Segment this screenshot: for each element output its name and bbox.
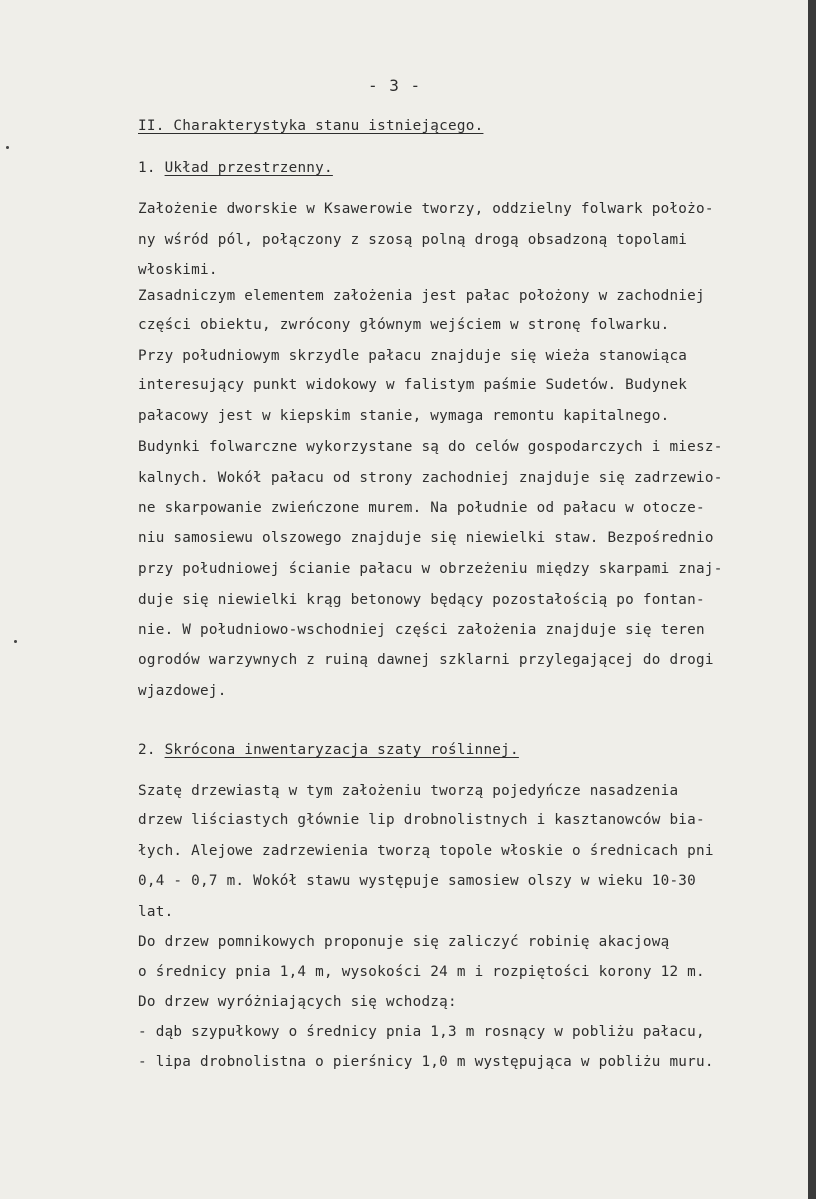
paragraph-2-line: Szatę drzewiastą w tym założeniu tworzą pojedyńcze nasadzenia: [138, 783, 679, 799]
margin-speck: [14, 640, 17, 643]
paragraph-1-line: części obiektu, zwrócony głównym wejściem w stronę folwarku.: [138, 317, 670, 333]
subsection-2-number: 2.: [138, 742, 156, 758]
paragraph-1-line: włoskimi.: [138, 262, 218, 278]
paragraph-1-line: duje się niewielki krąg betonowy będący pozostałością po fontan-: [138, 592, 705, 608]
paragraph-2-line: - lipa drobnolistna o pierśnicy 1,0 m występująca w pobliżu muru.: [138, 1054, 714, 1070]
subsection-2-title: Skrócona inwentaryzacja szaty roślinnej.: [164, 742, 519, 758]
paragraph-1-line: kalnych. Wokół pałacu od strony zachodniej znajduje się zadrzewio-: [138, 470, 723, 486]
paragraph-1-line: przy południowej ścianie pałacu w obrzeżeniu między skarpami znaj-: [138, 561, 723, 577]
paragraph-1-line: interesujący punkt widokowy w falistym paśmie Sudetów. Budynek: [138, 377, 688, 393]
paragraph-1-line: ogrodów warzywnych z ruiną dawnej szklarni przylegającej do drogi: [138, 652, 714, 668]
paragraph-2-line: Do drzew wyróżniających się wchodzą:: [138, 994, 457, 1010]
section-title: [138, 118, 483, 134]
paragraph-2-line: łych. Alejowe zadrzewienia tworzą topole włoskie o średnicach pni: [138, 843, 714, 859]
paragraph-1-line: pałacowy jest w kiepskim stanie, wymaga remontu kapitalnego.: [138, 408, 670, 424]
paragraph-2-line: drzew liściastych głównie lip drobnolistnych i kasztanowców bia-: [138, 812, 705, 828]
paragraph-1-line: Przy południowym skrzydle pałacu znajduje się wieża stanowiąca: [138, 348, 688, 364]
subsection-1-title: Układ przestrzenny.: [164, 160, 333, 176]
paragraph-1-line: wjazdowej.: [138, 683, 227, 699]
paragraph-1-line: Zasadniczym elementem założenia jest pałac położony w zachodniej: [138, 288, 705, 304]
margin-speck: [6, 146, 9, 149]
page-number: - 3 -: [368, 76, 422, 95]
paragraph-1-line: niu samosiewu olszowego znajduje się niewielki staw. Bezpośrednio: [138, 530, 714, 546]
paragraph-2-line: 0,4 - 0,7 m. Wokół stawu występuje samosiew olszy w wieku 10-30: [138, 873, 697, 889]
paragraph-1-line: nie. W południowo-wschodniej części założenia znajduje się teren: [138, 622, 705, 638]
paragraph-2-line: lat.: [138, 904, 174, 920]
paragraph-1-line: Budynki folwarczne wykorzystane są do celów gospodarczych i miesz-: [138, 439, 723, 455]
subsection-2-heading: [138, 742, 519, 758]
paragraph-1-line: ne skarpowanie zwieńczone murem. Na południe od pałacu w otocze-: [138, 500, 705, 516]
paragraph-2-line: Do drzew pomnikowych proponuje się zaliczyć robinię akacjową: [138, 934, 670, 950]
section-title-text: II. Charakterystyka stanu istniejącego.: [138, 118, 484, 134]
subsection-1-heading: [138, 160, 333, 176]
paragraph-1-line: Założenie dworskie w Ksawerowie tworzy, oddzielny folwark położo-: [138, 201, 714, 217]
subsection-1-number: 1.: [138, 160, 156, 176]
paragraph-2-line: o średnicy pnia 1,4 m, wysokości 24 m i rozpiętości korony 12 m.: [138, 964, 705, 980]
paragraph-2-line: - dąb szypułkowy o średnicy pnia 1,3 m rosnący w pobliżu pałacu,: [138, 1024, 705, 1040]
paragraph-1-line: ny wśród pól, połączony z szosą polną drogą obsadzoną topolami: [138, 232, 688, 248]
scan-edge: [808, 0, 816, 1199]
